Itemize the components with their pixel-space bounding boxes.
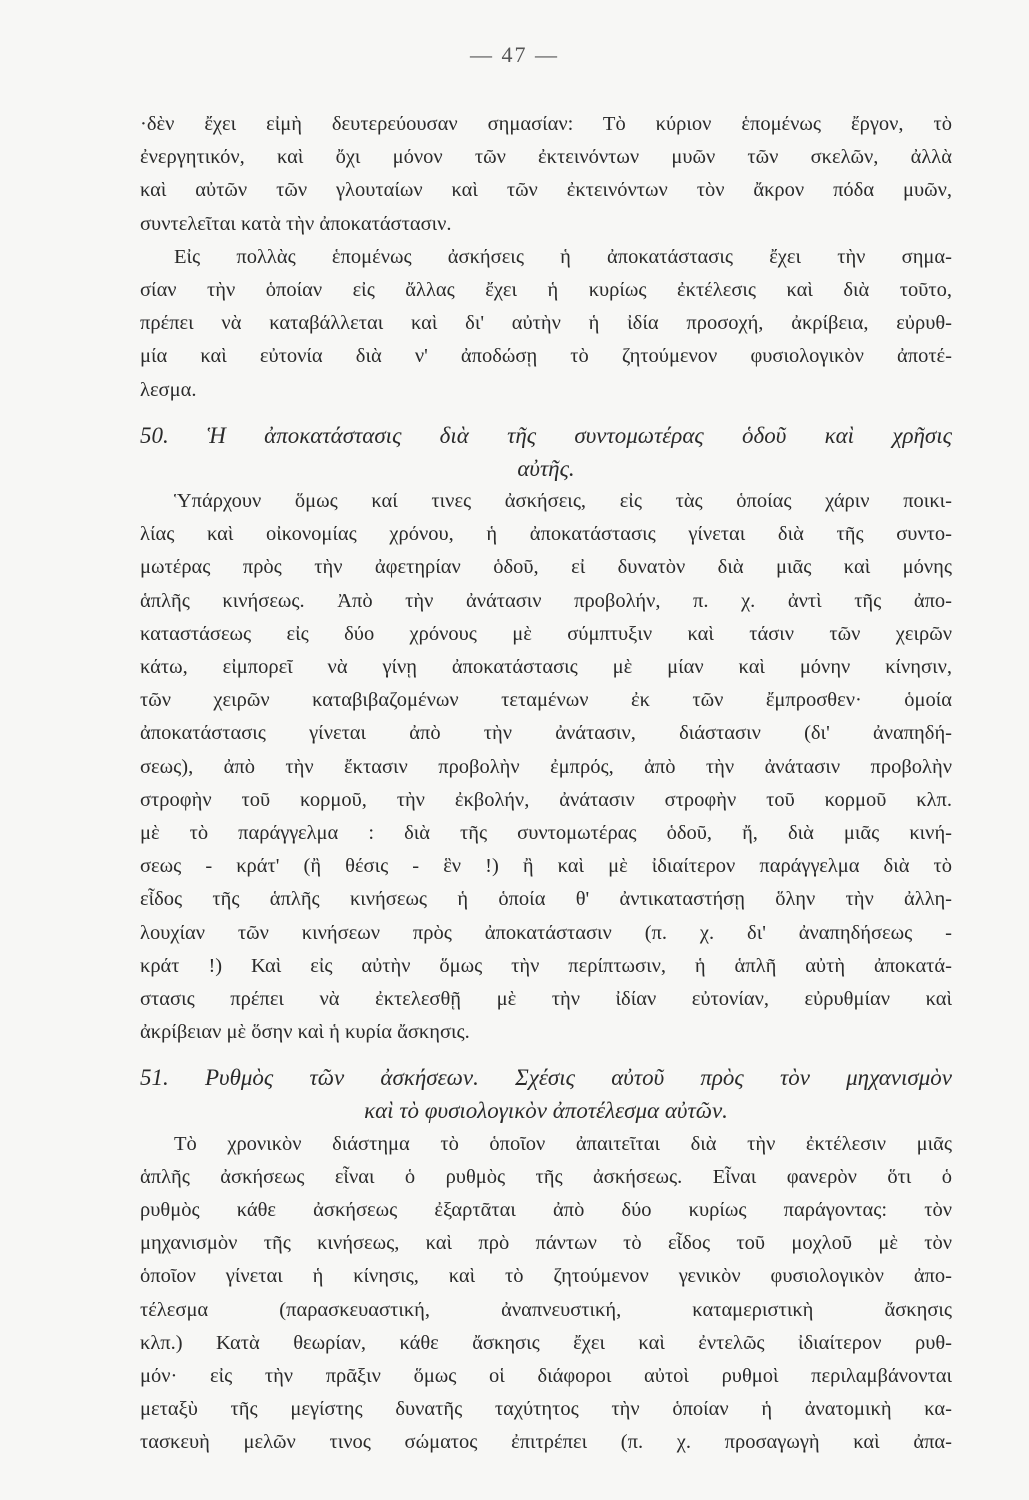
text-line: ἁπλῆς κινήσεως. Ἀπὸ τὴν ἀνάτασιν προβολήν, π. χ. ἀντὶ τῆς ἀπο- [140,589,952,612]
text-line: κράτ !) Καὶ εἰς αὐτὴν ὅμως τὴν περίπτωσιν, ἡ ἁπλῆ αὐτὴ ἀποκατά- [140,954,952,977]
text-line: τέλεσμα (παρασκευαστική, ἀναπνευστική, καταμεριστικὴ ἄσκησις [140,1298,952,1321]
text-line: τῶν χειρῶν καταβιβαζομένων τεταμένων ἐκ τῶν ἔμπροσθεν· ὁμοία [140,689,952,712]
heading-line: 51. Ρυθμὸς τῶν ἀσκήσεων. Σχέσις αὐτοῦ πρὸς τὸν μηχανισμὸν [140,1065,952,1091]
heading-line: 50. Ἡ ἀποκατάστασις διὰ τῆς συντομωτέρας ὁδοῦ καὶ χρῆσις [140,422,952,448]
text-line: μεταξὺ τῆς μεγίστης δυνατῆς ταχύτητος τὴν ὁποίαν ἡ ἀνατομικὴ κα- [140,1398,952,1421]
text-line: Εἰς πολλὰς ἑπομένως ἀσκήσεις ἡ ἀποκατάστασις ἔχει τὴν σημα- [174,245,952,268]
page-body [140,108,952,1460]
text-line: κάτω, εἰμπορεῖ νὰ γίνῃ ἀποκατάστασις μὲ μίαν καὶ μόνην κίνησιν, [140,656,952,678]
text-line: στροφὴν τοῦ κορμοῦ, τὴν ἐκβολήν, ἀνάτασιν στροφὴν τοῦ κορμοῦ κλπ. [140,788,952,811]
text-line: ἁπλῆς ἀσκήσεως εἶναι ὁ ρυθμὸς τῆς ἀσκήσεως. Εἶναι φανερὸν ὅτι ὁ [140,1165,952,1188]
text-line: λεσμα. [140,378,197,401]
text-line: τασκευὴ μελῶν τινος σώματος ἐπιτρέπει (π. χ. προσαγωγὴ καὶ ἀπα- [140,1431,952,1454]
text-line: καταστάσεως εἰς δύο χρόνους μὲ σύμπτυξιν καὶ τάσιν τῶν χειρῶν [140,622,952,645]
text-line: ρυθμὸς κάθε ἀσκήσεως ἐξαρτᾶται ἀπὸ δύο κυρίως παράγοντας: τὸν [140,1199,952,1221]
text-line: πρέπει νὰ καταβάλλεται καὶ δι' αὐτὴν ἡ ἰδία προσοχή, ἀκρίβεια, εὐρυθ- [140,312,952,335]
paragraph-1 [140,108,952,241]
text-line: σεως - κράτ' (ἢ θέσις - ἓν !) ἢ καὶ μὲ ἰδιαίτερον παράγγελμα διὰ τὸ [140,855,952,878]
text-line: Ὑπάρχουν ὅμως καί τινες ἀσκήσεις, εἰς τὰς ὁποίας χάριν ποικι- [174,490,952,513]
text-line: ἐνεργητικόν, καὶ ὄχι μόνον τῶν ἐκτεινόντων μυῶν τῶν σκελῶν, ἀλλὰ [140,146,952,169]
text-line: καὶ αὐτῶν τῶν γλουταίων καὶ τῶν ἐκτεινόντων τὸν ἄκρον πόδα μυῶν, [140,179,952,202]
text-line: σίαν τὴν ὁποίαν εἰς ἄλλας ἔχει ἡ κυρίως ἐκτέλεσις καὶ διὰ τοῦτο, [140,278,952,301]
text-line: μόν· εἰς τὴν πρᾶξιν ὅμως οἱ διάφοροι αὐτοὶ ρυθμοὶ περιλαμβάνονται [140,1364,952,1387]
text-line: ἀποκατάστασις γίνεται ἀπὸ τὴν ἀνάτασιν, διάστασιν (δι' ἀναπηδή- [140,722,952,745]
text-line: κλπ.) Κατὰ θεωρίαν, κάθε ἄσκησις ἔχει καὶ ἐντελῶς ἰδιαίτερον ρυθ- [140,1331,952,1354]
paragraph-4 [140,1128,952,1460]
text-line: ἀκρίβειαν μὲ ὅσην καὶ ἡ κυρία ἄσκησις. [140,1021,470,1044]
text-line: σεως), ἀπὸ τὴν ἔκτασιν προβολὴν ἐμπρός, ἀπὸ τὴν ἀνάτασιν προβολὴν [140,755,952,778]
paragraph-3 [140,485,952,1049]
spacer [140,407,952,419]
text-line: στασις πρέπει νὰ ἐκτελεσθῇ μὲ τὴν ἰδίαν εὐτονίαν, εὐρυθμίαν καὶ [140,987,952,1010]
text-line: ·δὲν ἔχει εἰμὴ δευτερεύουσαν σημασίαν: Τὸ κύριον ἑπομένως ἔργον, τὸ [140,113,952,135]
paragraph-2 [140,241,952,407]
page-number: — 47 — [470,42,559,67]
text-line: μὲ τὸ παράγγελμα : διὰ τῆς συντομωτέρας ὁδοῦ, ἤ, διὰ μιᾶς κινή- [140,821,952,844]
text-line: συντελεῖται κατὰ τὴν ἀποκατάστασιν. [140,212,452,235]
heading-line: καὶ τὸ φυσιολογικὸν ἀποτέλεσμα αὐτῶν. [364,1098,728,1124]
text-line: εἶδος τῆς ἁπλῆς κινήσεως ἡ ὁποία θ' ἀντικαταστήσῃ ὅλην τὴν ἀλλη- [140,888,952,911]
text-line: λίας καὶ οἰκονομίας χρόνου, ἡ ἀποκατάστασις γίνεται διὰ τῆς συντο- [140,523,952,546]
heading-line: αὐτῆς. [517,455,575,481]
text-line: μία καὶ εὐτονία διὰ ν' ἀποδώσῃ τὸ ζητούμενον φυσιολογικὸν ἀποτέ- [140,345,952,368]
text-line: Τὸ χρονικὸν διάστημα τὸ ὁποῖον ἀπαιτεῖται διὰ τὴν ἐκτέλεσιν μιᾶς [174,1132,952,1155]
text-line: ὁποῖον γίνεται ἡ κίνησις, καὶ τὸ ζητούμενον γενικὸν φυσιολογικὸν ἀπο- [140,1265,952,1288]
section-heading-50 [140,419,952,485]
text-line: λουχίαν τῶν κινήσεων πρὸς ἀποκατάστασιν (π. χ. δι' ἀναπηδήσεως - [140,921,952,944]
section-heading-51 [140,1061,952,1127]
text-line: μηχανισμὸν τῆς κινήσεως, καὶ πρὸ πάντων τὸ εἶδος τοῦ μοχλοῦ μὲ τὸν [140,1232,952,1255]
spacer [140,1049,952,1061]
text-line: μωτέρας πρὸς τὴν ἀφετηρίαν ὁδοῦ, εἰ δυνατὸν διὰ μιᾶς καὶ μόνης [140,556,952,579]
